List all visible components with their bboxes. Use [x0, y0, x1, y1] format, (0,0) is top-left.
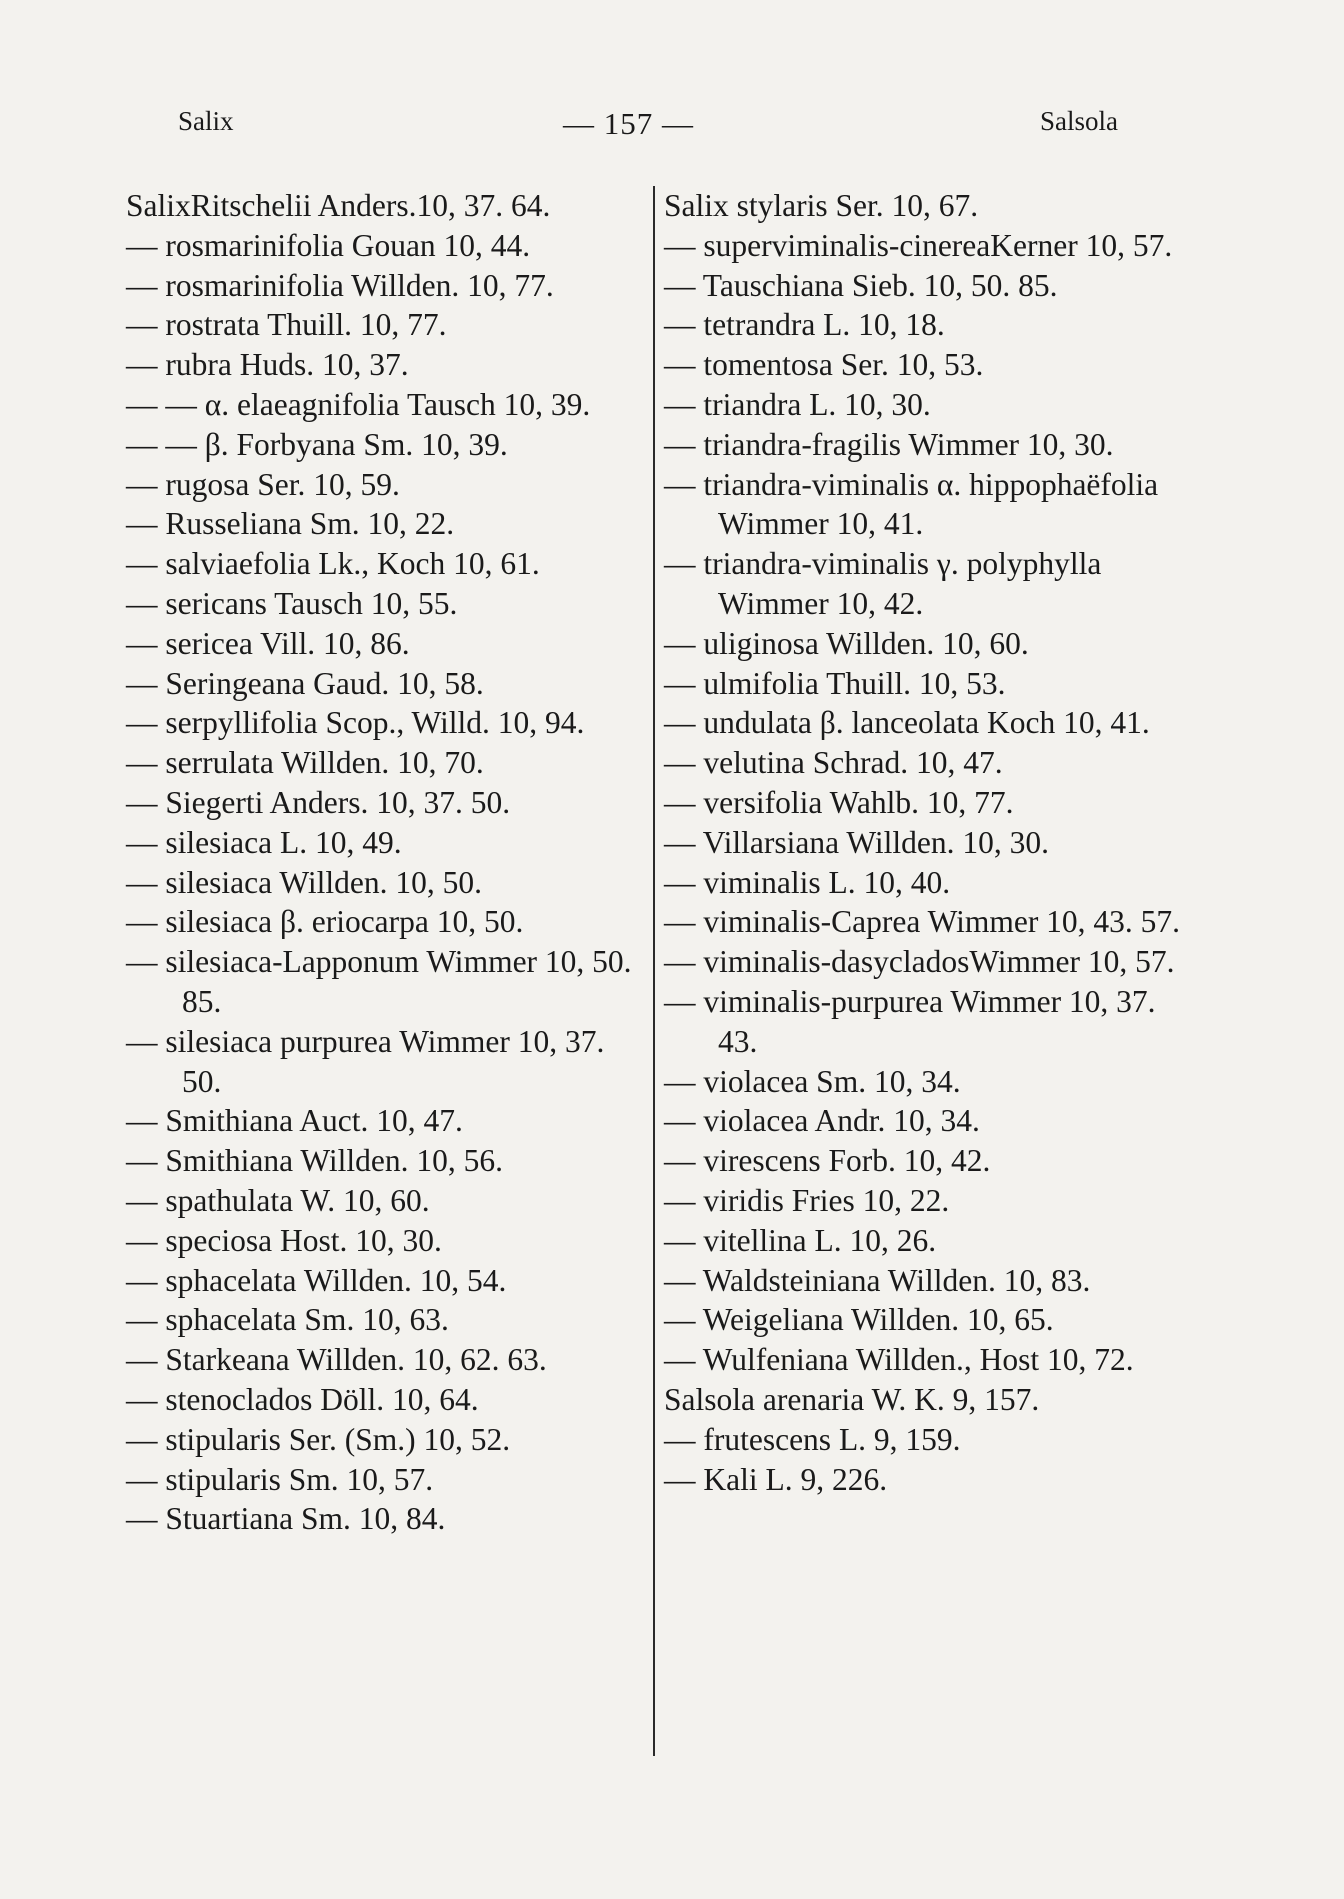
index-entry: Salsola arenaria W. K. 9, 157. — [664, 1381, 1040, 1417]
index-entry: — silesiaca β. eriocarpa 10, 50. — [126, 904, 524, 940]
index-entry: — tomentosa Ser. 10, 53. — [664, 347, 984, 383]
index-entry: — silesiaca L. 10, 49. — [126, 824, 402, 860]
index-entry: — triandra L. 10, 30. — [664, 386, 931, 422]
index-entry: — salviaefolia Lk., Koch 10, 61. — [126, 546, 540, 582]
index-entry: — violacea Sm. 10, 34. — [664, 1063, 961, 1099]
index-entry: — viminalis-Caprea Wimmer 10, 43. 57. — [664, 904, 1181, 940]
index-entry: — Waldsteiniana Willden. 10, 83. — [664, 1262, 1091, 1298]
left-column — [126, 186, 651, 1539]
index-entry: — triandra-viminalis α. hippophaëfolia Wimmer 10, 41. — [664, 466, 1159, 542]
index-entry: — Weigeliana Willden. 10, 65. — [664, 1302, 1054, 1338]
index-entry: — rugosa Ser. 10, 59. — [126, 466, 400, 502]
index-entry: — — β. Forbyana Sm. 10, 39. — [126, 426, 508, 462]
index-entry: — Kali L. 9, 226. — [664, 1461, 888, 1497]
index-entry: — Seringeana Gaud. 10, 58. — [126, 665, 484, 701]
index-entry: — velutina Schrad. 10, 47. — [664, 745, 1003, 781]
index-entry: — Smithiana Willden. 10, 56. — [126, 1143, 504, 1179]
index-entry: — versifolia Wahlb. 10, 77. — [664, 784, 1014, 820]
index-entry: — undulata β. lanceolata Koch 10, 41. — [664, 705, 1150, 741]
index-entry: — rosmarinifolia Willden. 10, 77. — [126, 267, 554, 303]
index-entry: — uliginosa Willden. 10, 60. — [664, 625, 1029, 661]
index-entry: — sericans Tausch 10, 55. — [126, 585, 458, 621]
index-entry: — violacea Andr. 10, 34. — [664, 1103, 980, 1139]
index-entry: — triandra-viminalis γ. polyphylla Wimmer 10, 42. — [664, 546, 1102, 621]
index-entry: — Villarsiana Willden. 10, 30. — [664, 824, 1049, 860]
index-entry: — viminalis-dasycladosWimmer 10, 57. — [664, 944, 1175, 980]
index-entry: — viminalis L. 10, 40. — [664, 864, 951, 900]
header-left-word: Salix — [178, 106, 234, 136]
index-entry: — stipularis Ser. (Sm.) 10, 52. — [126, 1421, 511, 1457]
index-entry: — viminalis-purpurea Wimmer 10, 37. 43. — [664, 983, 1156, 1059]
index-entry: — Starkeana Willden. 10, 62. 63. — [126, 1342, 547, 1378]
index-entry: — sphacelata Willden. 10, 54. — [126, 1262, 507, 1298]
index-entry: — Russeliana Sm. 10, 22. — [126, 506, 455, 542]
index-entry: — silesiaca purpurea Wimmer 10, 37. 50. — [126, 1023, 605, 1099]
index-entry: — Siegerti Anders. 10, 37. 50. — [126, 784, 511, 820]
index-entry: — tetrandra L. 10, 18. — [664, 307, 945, 343]
header-right-word: Salsola — [1040, 106, 1118, 136]
running-header — [178, 106, 1118, 146]
index-entry: — rostrata Thuill. 10, 77. — [126, 307, 447, 343]
index-entry: — sphacelata Sm. 10, 63. — [126, 1302, 449, 1338]
index-entry: — viridis Fries 10, 22. — [664, 1182, 950, 1218]
index-entry: Salix stylaris Ser. 10, 67. — [664, 188, 979, 223]
page-number: — 157 — — [563, 106, 694, 141]
index-entry: — ulmifolia Thuill. 10, 53. — [664, 665, 1006, 701]
index-entry: — Tauschiana Sieb. 10, 50. 85. — [664, 267, 1058, 303]
index-entry: — speciosa Host. 10, 30. — [126, 1222, 442, 1258]
index-entry: — frutescens L. 9, 159. — [664, 1421, 961, 1457]
right-column — [664, 186, 1189, 1499]
index-entry: — triandra-fragilis Wimmer 10, 30. — [664, 426, 1114, 462]
index-entry: — vitellina L. 10, 26. — [664, 1222, 937, 1258]
index-entry: — Stuartiana Sm. 10, 84. — [126, 1501, 446, 1537]
index-entry: — Wulfeniana Willden., Host 10, 72. — [664, 1342, 1134, 1378]
index-entry: — serpyllifolia Scop., Willd. 10, 94. — [126, 705, 585, 741]
index-entry: — spathulata W. 10, 60. — [126, 1182, 430, 1218]
index-entry: — — α. elaeagnifolia Tausch 10, 39. — [126, 386, 591, 422]
index-entry: — virescens Forb. 10, 42. — [664, 1143, 991, 1179]
index-entry: SalixRitschelii Anders.10, 37. 64. — [126, 188, 551, 223]
index-entry: — rubra Huds. 10, 37. — [126, 347, 409, 383]
index-entry: — rosmarinifolia Gouan 10, 44. — [126, 227, 531, 263]
column-divider — [653, 186, 655, 1756]
index-entry: — Smithiana Auct. 10, 47. — [126, 1103, 463, 1139]
index-entry: — serrulata Willden. 10, 70. — [126, 745, 484, 781]
index-entry: — stipularis Sm. 10, 57. — [126, 1461, 434, 1497]
index-entry: — silesiaca-Lapponum Wimmer 10, 50. 85. — [126, 944, 632, 1019]
index-entry: — superviminalis-cinereaKerner 10, 57. — [664, 227, 1173, 263]
index-entry: — silesiaca Willden. 10, 50. — [126, 864, 482, 900]
index-entry: — sericea Vill. 10, 86. — [126, 625, 410, 661]
index-entry: — stenoclados Döll. 10, 64. — [126, 1381, 479, 1417]
